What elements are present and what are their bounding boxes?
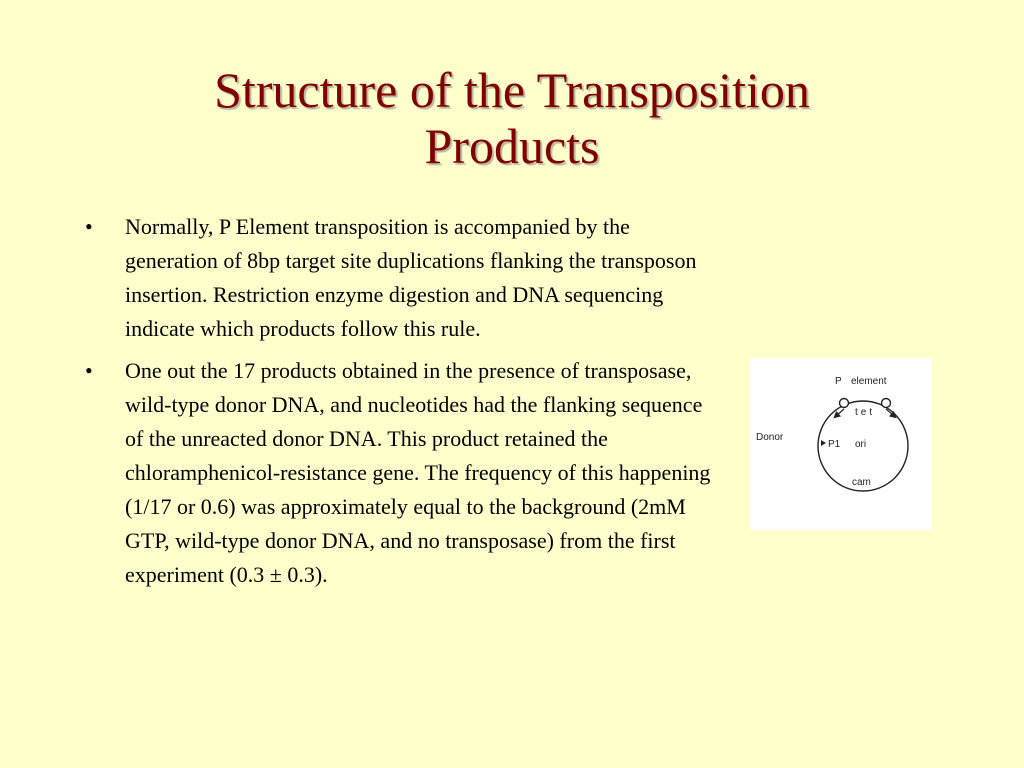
bullet-mark: •	[85, 358, 93, 383]
bullet-text: Normally, P Element transposition is accompanied by the generation of 8bp target site duplications flanking the transposon insertion. Restriction enzyme digestion and DNA sequencing indicate which products follow this rule.	[125, 214, 697, 341]
slide-title-line-2: Products	[424, 118, 600, 174]
plasmid-diagram-svg	[750, 358, 932, 530]
label-tet: tet	[855, 407, 876, 418]
p-element-left-end	[840, 399, 849, 408]
p-element-right-end	[882, 399, 891, 408]
slide-title	[60, 62, 964, 174]
bullet-item	[85, 210, 725, 346]
label-donor: Donor	[756, 432, 784, 443]
bullet-list	[85, 210, 725, 600]
bullet-mark: •	[85, 214, 93, 239]
left-end-arrow	[836, 409, 844, 416]
label-p: P	[835, 376, 842, 387]
bullet-text: One out the 17 products obtained in the presence of transposase, wild-type donor DNA, and nucleotides had the flanking sequence of the unreacted donor DNA. This product retained the chloramphenicol-resistance gene. The frequency of this happening (1/17 or 0.6) was approximately equal to the background (2mM GTP, wild-type donor DNA, and no transposase) from the first experiment (0.3 ± 0.3).	[125, 358, 711, 587]
p1-marker	[821, 440, 826, 446]
label-cam: cam	[852, 477, 871, 488]
bullet-item	[85, 354, 725, 592]
label-element: element	[851, 376, 887, 387]
plasmid-diagram	[750, 358, 932, 530]
label-p1: P1	[828, 439, 841, 450]
slide-title-line-1: Structure of the Transposition	[214, 62, 810, 118]
label-ori: ori	[855, 439, 867, 450]
